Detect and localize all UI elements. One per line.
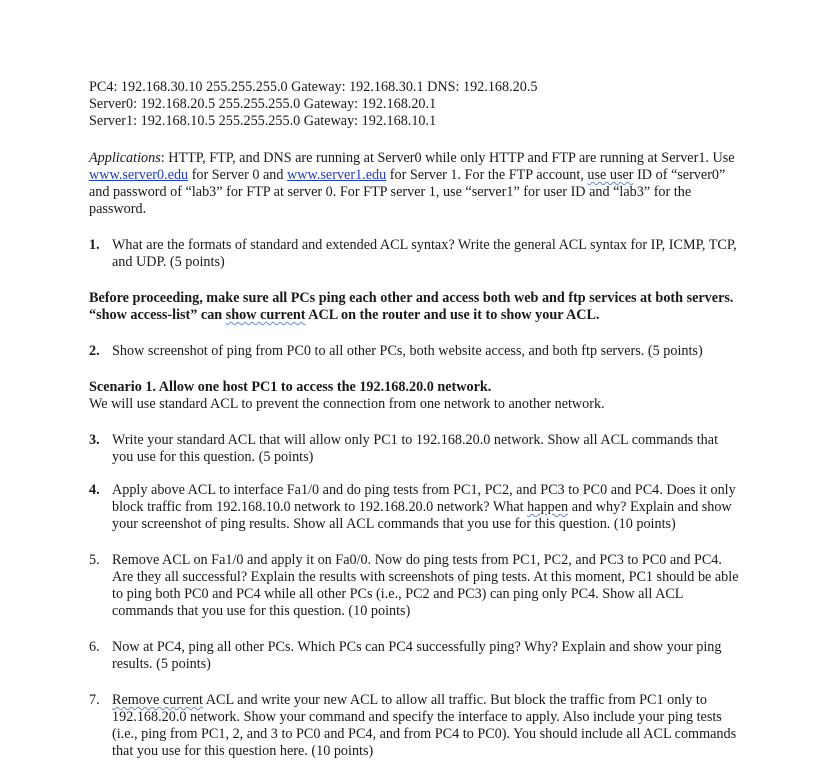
- server1-config: Server1: 192.168.10.5 255.255.255.0 Gateway: 192.168.10.1: [89, 113, 437, 129]
- question-5-text: Remove ACL on Fa1/0 and apply it on Fa0/0. Now do ping tests from PC1, PC2, and PC3 to PC0 and PC4. Are they all successful? Explain the results with screenshots of ping tests. At this moment, PC1 should be able to ping both PC0 and PC4 while all other PCs (i.e., PC2 and PC3) can ping only PC4. Show all ACL commands that you use for this question. (10 points): [112, 552, 739, 619]
- network-config: [89, 79, 739, 130]
- applications-paragraph: Applications: HTTP, FTP, and DNS are running at Server0 while only HTTP and FTP are running at Server1. Use www.server0.edu for Server 0 and www.server1.edu for Server 1. For the FTP account, use user ID of “server0” and password of “lab3” for FTP at server 0. For FTP server 1, use “server1” for user ID and “lab3” for the password.: [89, 150, 735, 217]
- question-2: [89, 343, 739, 360]
- server0-config: Server0: 192.168.20.5 255.255.255.0 Gateway: 192.168.20.1: [89, 96, 437, 112]
- spellcheck-use-user: use user: [587, 167, 634, 183]
- question-1-text: What are the formats of standard and extended ACL syntax? Write the general ACL syntax for IP, ICMP, TCP, and UDP. (5 points): [112, 237, 737, 270]
- server1-link[interactable]: www.server1.edu: [287, 167, 387, 183]
- scenario-1-title: Scenario 1. Allow one host PC1 to access the 192.168.20.0 network.: [89, 379, 492, 395]
- spellcheck-remove-current: Remove current: [112, 692, 203, 708]
- server0-link[interactable]: www.server0.edu: [89, 167, 189, 183]
- question-3-text: Write your standard ACL that will allow only PC1 to 192.168.20.0 network. Show all ACL commands that you use for this question. (5 points): [112, 432, 719, 465]
- spellcheck-show-current: show current: [225, 307, 306, 323]
- question-5: [89, 552, 739, 620]
- question-7: 7. Remove current ACL and write your new ACL to allow all traffic. But block the traffic from PC1 only to 192.168.20.0 network. Show your command and specify the interface to apply. Also include your ping tests (i.e., ping from PC1, 2, and 3 to PC0 and PC4, and from PC4 to PC0). You should include all ACL commands that you use for this question here. (10 points): [89, 692, 737, 759]
- question-6: [89, 639, 739, 673]
- question-2-number: 2.: [89, 343, 100, 359]
- question-5-number: 5.: [89, 552, 100, 568]
- question-1: [89, 237, 739, 271]
- question-7-number: 7.: [89, 692, 100, 708]
- question-6-number: 6.: [89, 639, 100, 655]
- scenario-1: [89, 379, 739, 413]
- question-4-number: 4.: [89, 482, 100, 498]
- question-4: 4. Apply above ACL to interface Fa1/0 and do ping tests from PC1, PC2, and PC3 to PC0 and PC4. Does it only block traffic from 192.168.10.0 network to 192.168.20.0 network? What happen and why? Explain and show your screenshot of ping results. Show all ACL commands that you use for this question. (10 points): [89, 482, 736, 532]
- question-3-number: 3.: [89, 432, 100, 448]
- question-6-text: Now at PC4, ping all other PCs. Which PCs can PC4 successfully ping? Why? Explain and show your ping results. (5 points): [112, 639, 722, 672]
- before-proceeding-note: Before proceeding, make sure all PCs ping each other and access both web and ftp services at both servers. “show access-list” can show current ACL on the router and use it to show your ACL.: [89, 290, 734, 323]
- question-1-number: 1.: [89, 237, 100, 253]
- question-3: [89, 432, 739, 466]
- scenario-1-description: We will use standard ACL to prevent the connection from one network to another network.: [89, 396, 605, 412]
- applications-label: Applications: [89, 150, 161, 166]
- pc4-config: PC4: 192.168.30.10 255.255.255.0 Gateway: 192.168.30.1 DNS: 192.168.20.5: [89, 79, 538, 95]
- document-page: [89, 79, 739, 760]
- question-2-text: Show screenshot of ping from PC0 to all other PCs, both website access, and both ftp servers. (5 points): [112, 343, 703, 359]
- spellcheck-happen: happen: [527, 499, 569, 515]
